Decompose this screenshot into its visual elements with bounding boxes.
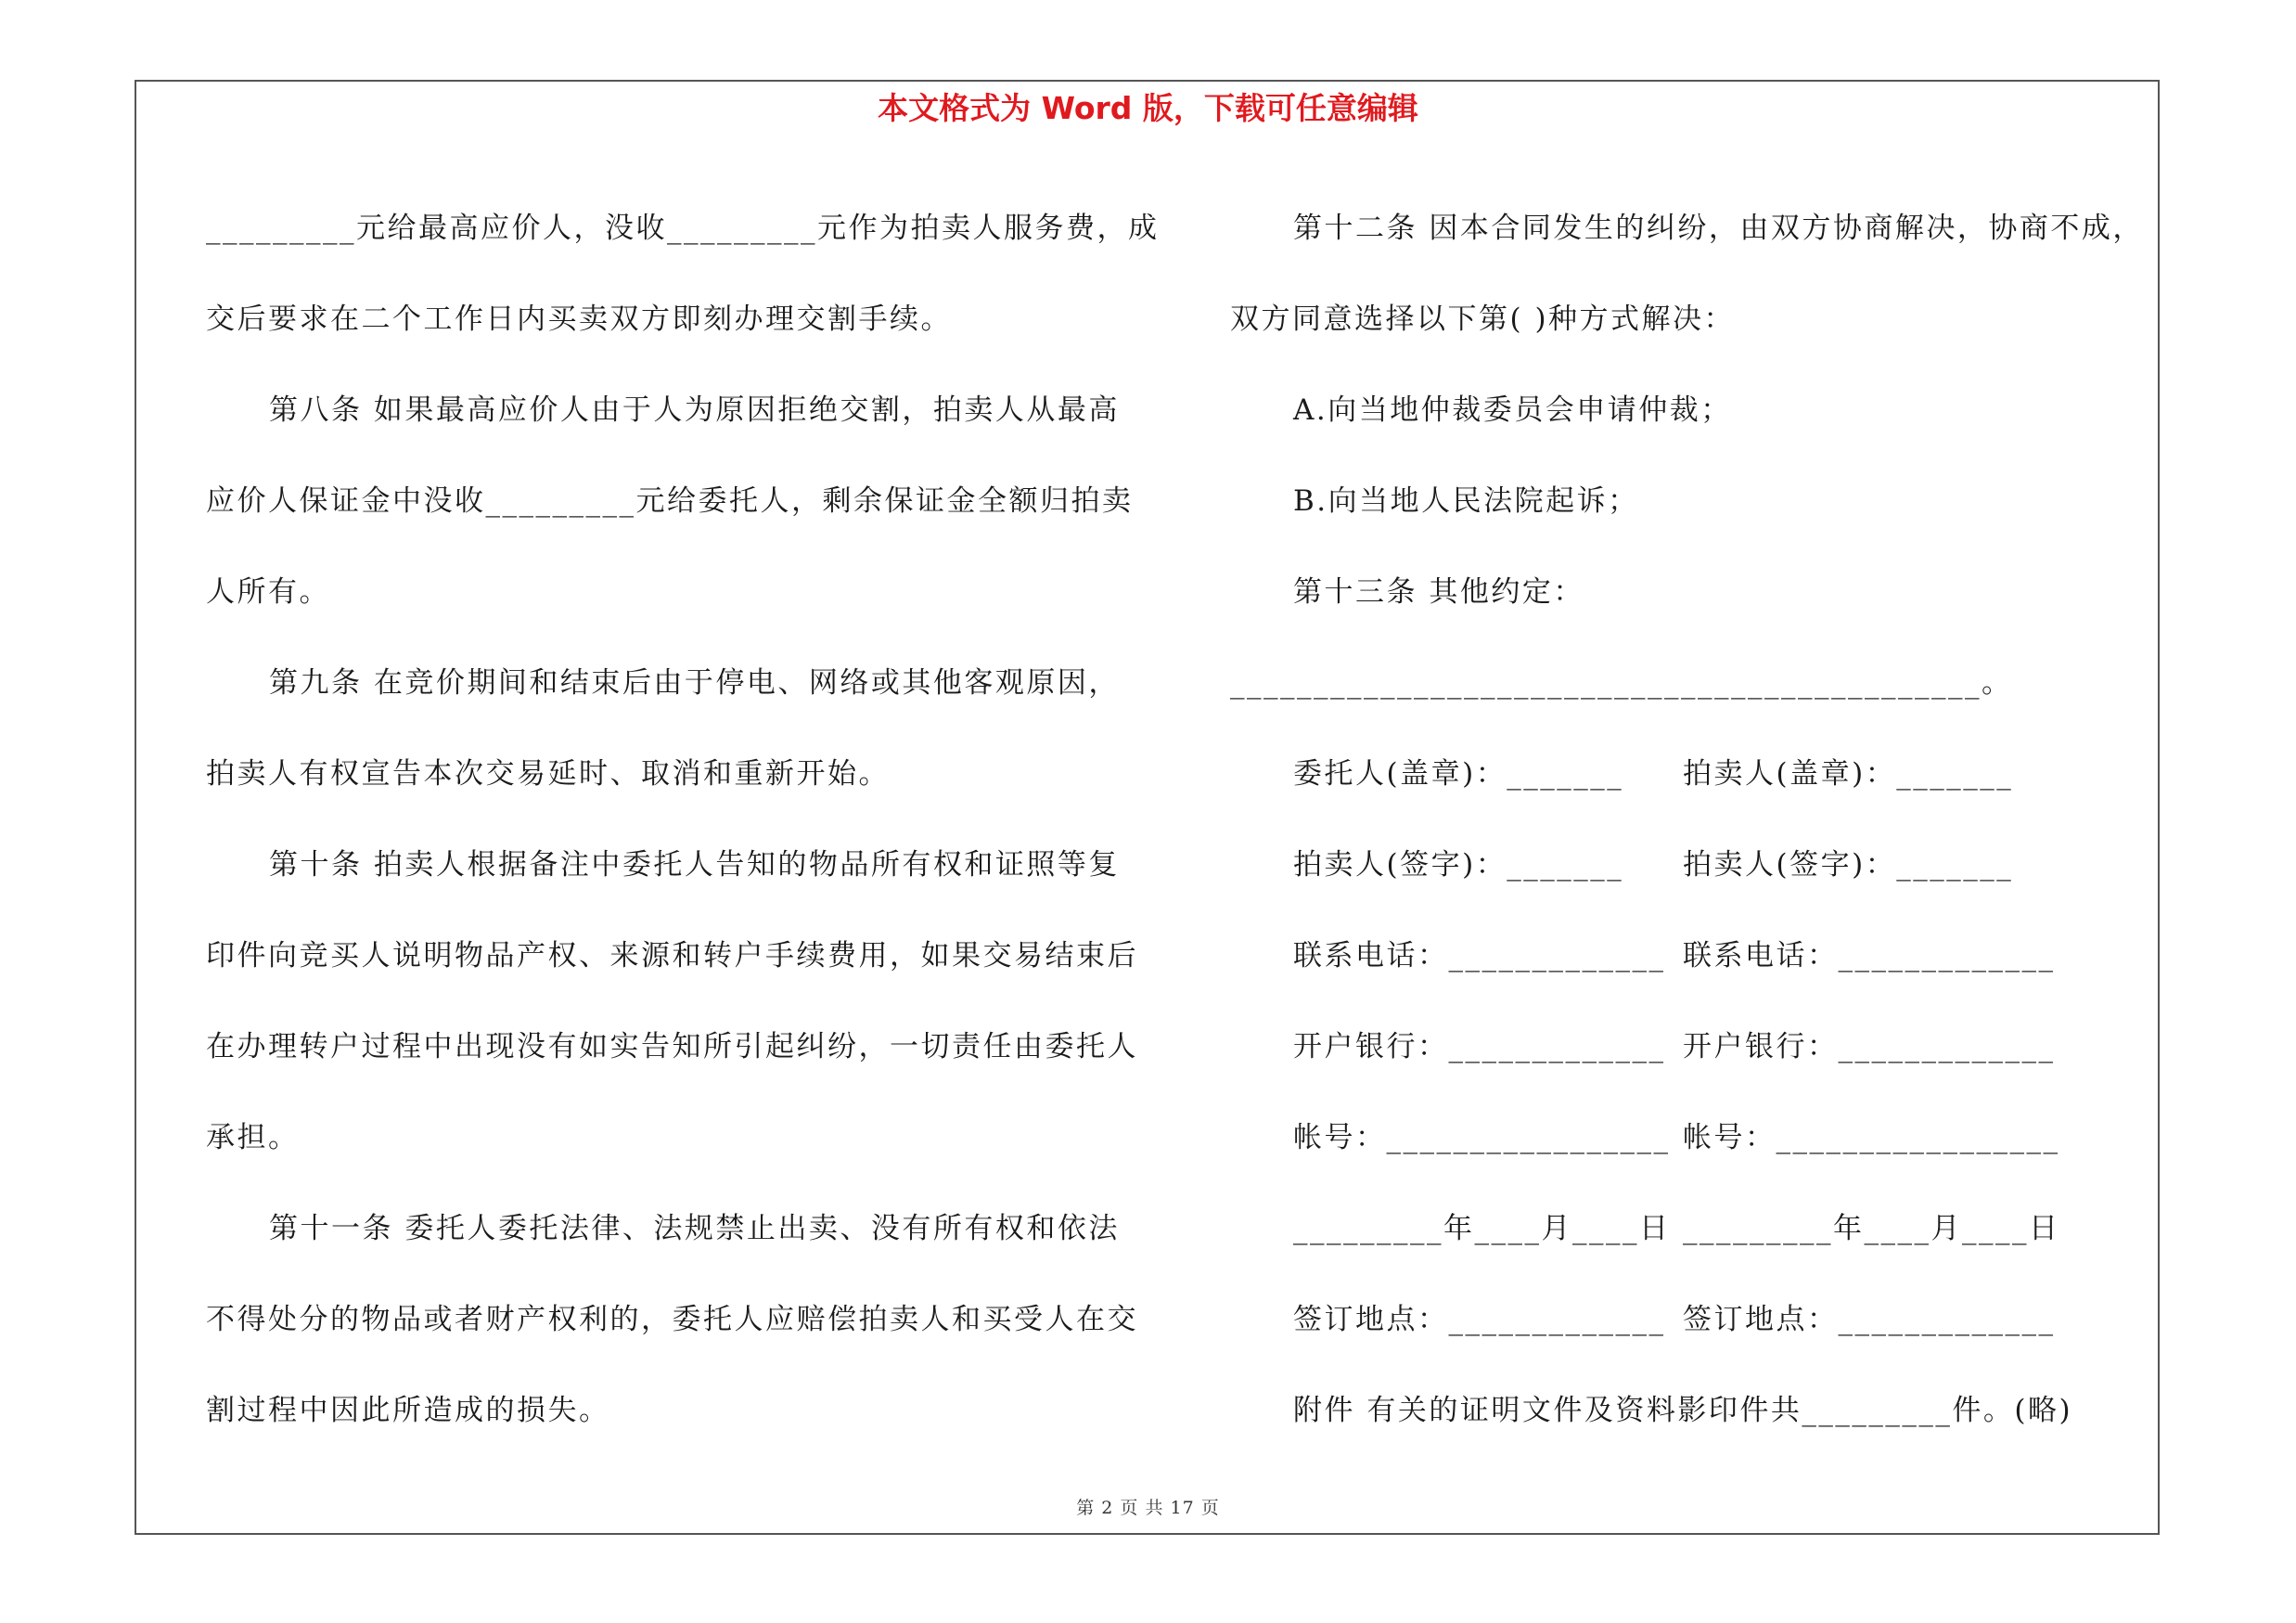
signature-row-date: [1230, 1183, 2158, 1274]
article-9-line-1: 第九条 在竞价期间和结束后由于停电、网络或其他客观原因，: [269, 666, 1120, 700]
article-8-line-3: 人所有。: [206, 575, 330, 609]
option-a: A.向当地仲裁委员会申请仲裁；: [1293, 393, 1732, 427]
page-number: 第 2 页 共 17 页: [1076, 1498, 1220, 1518]
phone-left: 联系电话：_____________: [1293, 939, 1666, 973]
article-12-line-2: 双方同意选择以下第( )种方式解决：: [1230, 303, 1736, 336]
signature-row-account: [1230, 1092, 2158, 1183]
option-b: B.向当地人民法院起诉；: [1293, 484, 1639, 518]
article-13: 第十三条 其他约定：: [1293, 575, 1584, 609]
place-left: 签订地点：_____________: [1293, 1303, 1666, 1336]
right-column: [1230, 183, 2158, 1456]
auctioneer-seal: 拍卖人(盖章)：_______: [1683, 757, 2014, 791]
article-9-line-2: 拍卖人有权宣告本次交易延时、取消和重新开始。: [206, 757, 890, 791]
article-8-line-1: 第八条 如果最高应价人由于人为原因拒绝交割，拍卖人从最高: [269, 393, 1120, 427]
article-10-line-2: 印件向竞买人说明物品产权、来源和转户手续费用，如果交易结束后: [206, 939, 1138, 973]
article-10-line-4: 承担。: [206, 1121, 300, 1154]
article-10-line-3: 在办理转户过程中出现没有如实告知所引起纠纷，一切责任由委托人: [206, 1030, 1138, 1063]
article-12-line-1: 第十二条 因本合同发生的纠纷，由双方协商解决，协商不成，: [1293, 212, 2144, 245]
left-line-2: 交后要求在二个工作日内买卖双方即刻办理交割手续。: [206, 303, 952, 336]
article-10-line-1: 第十条 拍卖人根据备注中委托人告知的物品所有权和证照等复: [269, 848, 1120, 882]
principal-seal: 委托人(盖章)：_______: [1293, 757, 1624, 791]
left-column: [206, 183, 1160, 1456]
bank-right: 开户银行：_____________: [1683, 1030, 2056, 1063]
signature-row-place: [1230, 1274, 2158, 1365]
bank-left: 开户银行：_____________: [1293, 1030, 1666, 1063]
signature-row-bank: [1230, 1001, 2158, 1092]
article-11-line-1: 第十一条 委托人委托法律、法规禁止出卖、没有所有权和依法: [269, 1212, 1120, 1245]
signature-row-seal: [1230, 728, 2158, 819]
date-left: _________年____月____日: [1293, 1212, 1671, 1245]
other-terms-blank: _____________________________________________。: [1230, 666, 2013, 700]
left-line-1: _________元给最高应价人，没收_________元作为拍卖人服务费，成: [206, 212, 1160, 245]
article-11-line-3: 割过程中因此所造成的损失。: [206, 1394, 610, 1427]
signature-row-sign: [1230, 819, 2158, 910]
phone-right: 联系电话：_____________: [1683, 939, 2056, 973]
signature-row-phone: [1230, 910, 2158, 1001]
auctioneer-sign-left: 拍卖人(签字)：_______: [1293, 848, 1624, 882]
account-left: 帐号：_________________: [1293, 1121, 1671, 1154]
attachment-note: 附件 有关的证明文件及资料影印件共_________件。(略): [1293, 1394, 2073, 1427]
date-right: _________年____月____日: [1683, 1212, 2060, 1245]
format-notice: 本文格式为 Word 版，下载可任意编辑: [878, 90, 1418, 126]
place-right: 签订地点：_____________: [1683, 1303, 2056, 1336]
account-right: 帐号：_________________: [1683, 1121, 2060, 1154]
article-11-line-2: 不得处分的物品或者财产权利的，委托人应赔偿拍卖人和买受人在交: [206, 1303, 1138, 1336]
auctioneer-sign-right: 拍卖人(签字)：_______: [1683, 848, 2014, 882]
article-8-line-2: 应价人保证金中没收_________元给委托人，剩余保证金全额归拍卖: [206, 484, 1134, 518]
